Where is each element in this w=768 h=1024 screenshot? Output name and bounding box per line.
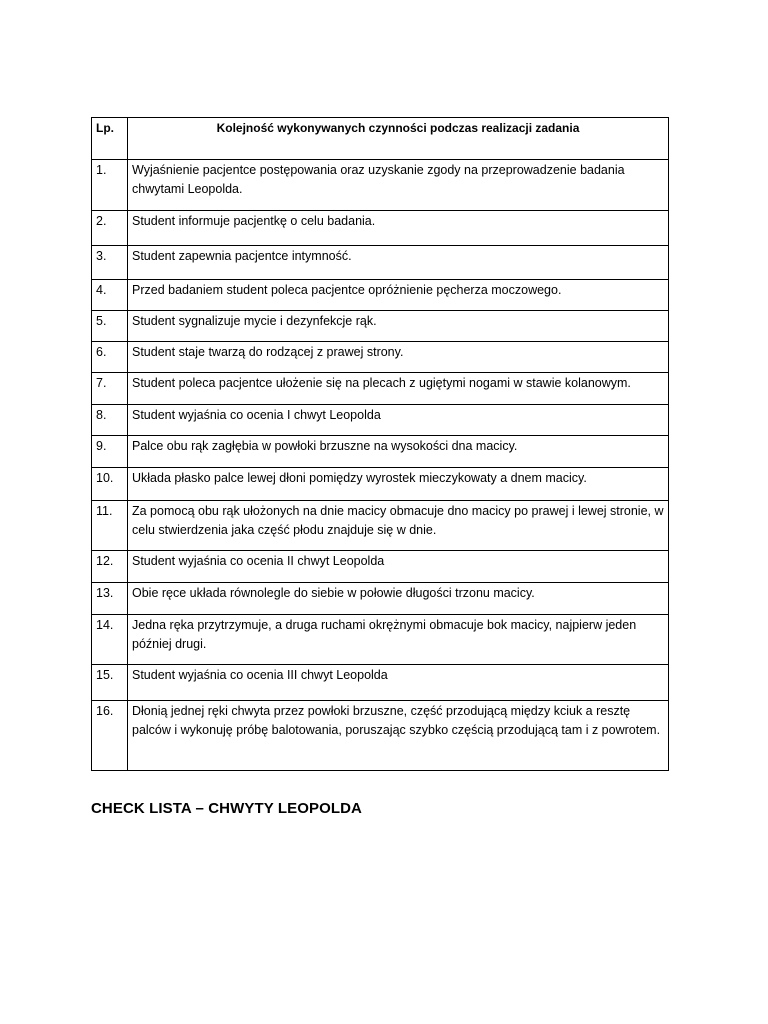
row-number: 2. [92,211,128,246]
table-row [92,342,669,373]
table-row [92,160,669,211]
table-body [92,160,669,771]
row-number: 13. [92,583,128,615]
row-step-text: Palce obu rąk zagłębia w powłoki brzuszne na wysokości dna macicy. [128,436,669,468]
header-step: Kolejność wykonywanych czynności podczas realizacji zadania [128,118,669,160]
table-row [92,551,669,583]
table-row [92,665,669,701]
row-step-text: Student zapewnia pacjentce intymność. [128,246,669,280]
document-title: CHECK LISTA – CHWYTY LEOPOLDA [91,800,362,817]
row-step-text: Student informuje pacjentkę o celu badania. [128,211,669,246]
table-row [92,280,669,311]
row-step-text: Student wyjaśnia co ocenia II chwyt Leopolda [128,551,669,583]
row-step-text: Jedna ręka przytrzymuje, a druga ruchami okrężnymi obmacuje bok macicy, najpierw jeden później drugi. [128,615,669,665]
table-row [92,615,669,665]
row-number: 10. [92,468,128,501]
table-row [92,468,669,501]
row-step-text: Dłonią jednej ręki chwyta przez powłoki brzuszne, część przodującą między kciuk a resztę palców i wykonuję próbę balotowania, poruszając szybko częścią przodującą tam i z powrotem. [128,701,669,771]
row-number: 14. [92,615,128,665]
row-number: 12. [92,551,128,583]
table-row [92,373,669,405]
row-step-text: Student wyjaśnia co ocenia I chwyt Leopolda [128,405,669,436]
row-number: 3. [92,246,128,280]
row-step-text: Obie ręce układa równolegle do siebie w połowie długości trzonu macicy. [128,583,669,615]
row-step-text: Za pomocą obu rąk ułożonych na dnie macicy obmacuje dno macicy po prawej i lewej stronie, w celu stwierdzenia jaka część płodu znajduje się w dnie. [128,501,669,551]
row-number: 11. [92,501,128,551]
row-step-text: Wyjaśnienie pacjentce postępowania oraz uzyskanie zgody na przeprowadzenie badania chwytami Leopolda. [128,160,669,211]
row-number: 4. [92,280,128,311]
row-step-text: Student wyjaśnia co ocenia III chwyt Leopolda [128,665,669,701]
row-number: 15. [92,665,128,701]
table-row [92,583,669,615]
row-step-text: Układa płasko palce lewej dłoni pomiędzy wyrostek mieczykowaty a dnem macicy. [128,468,669,501]
row-number: 6. [92,342,128,373]
row-step-text: Student poleca pacjentce ułożenie się na plecach z ugiętymi nogami w stawie kolanowym. [128,373,669,405]
row-step-text: Przed badaniem student poleca pacjentce opróżnienie pęcherza moczowego. [128,280,669,311]
row-number: 5. [92,311,128,342]
row-number: 16. [92,701,128,771]
table-row [92,405,669,436]
row-number: 1. [92,160,128,211]
row-number: 7. [92,373,128,405]
table-row [92,701,669,771]
table-row [92,211,669,246]
table-row [92,311,669,342]
table-row [92,501,669,551]
table-row [92,436,669,468]
table-header-row [92,118,669,160]
row-number: 9. [92,436,128,468]
row-step-text: Student sygnalizuje mycie i dezynfekcje rąk. [128,311,669,342]
procedure-checklist-table [91,117,669,771]
header-number: Lp. [92,118,128,160]
row-step-text: Student staje twarzą do rodzącej z prawej strony. [128,342,669,373]
row-number: 8. [92,405,128,436]
table-row [92,246,669,280]
